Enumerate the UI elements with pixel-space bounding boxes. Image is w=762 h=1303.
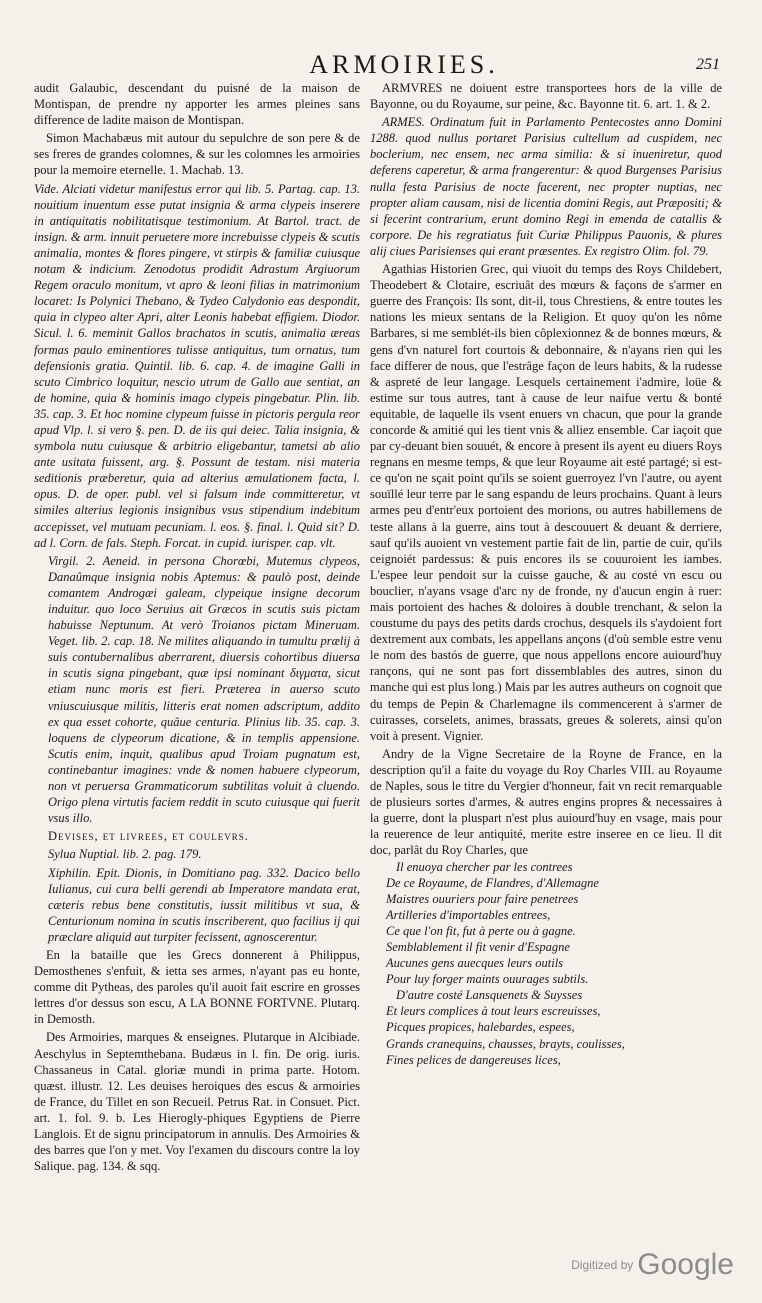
paragraph: Agathias Historien Grec, qui viuoit du temps des Roys Childebert, Theodebert & Clotaire, escriuât des mœurs & façons de s'armer en guerre des François: Ils sont, dit-il, tous Chrestiens, & entre toutes les nations les mieux sentans de la Religion. Et quoy qu'on les nôme Barbares, si me semblét-ils bien côplexionnez & de bonnes mœurs, & gens d'vn naturel fort courtois & debonnaire, & n'ayans rien qui les face differer de nous, que l'estrâge façon de leurs habits, & la rudesse & aspreté de leur langage. Lesquels certainement i'admire, loüe & estime sur tous autres, tant à cause de leur naifue vertu & bonté equitable, de laquelle ils vsent enuers vn chacun, que pour la grande concorde & amitié qui les tient vnis & alliez ensemble. Car iaçoit que par cy-deuant bien souuét, & encore à present ils ayent eu diuers Roys regnans en mesme temps, & que leur Royaume ait esté partagé; si est-ce qu'on ne sçait point qu'ils se soient guerroyez l'vn l'autre, ou ayent souïllé leur terre par le sang espandu de leurs prochains. Quant à leurs armes peu d'entr'eux portoient des morions, ou autres habillemens de teste allans à la guerre, ains tout à descouuert & deuant & derriere, sauf qu'ils auoient vn vestement partie fait de lin, partie de cuir, qu'ils ceignoiét pardessus: & puis encores ils se couuroient les iambes. L'espee leur pendoit sur la cuisse gauche, & au costé vn escu ou bouclier, n'ayans vsage d'arc ny de fronde, ny d'aucun engin à ruer: mais portoient des haches & doloires à double trenchant, & selon la coustume du pays des petits dards crochus, desquels ils s'aydoient fort dextrement aux combats, les appellans ançons (d'où semble estre venu le nom des bastós de guerre, que nous appellons encore auiourd'huy rançons, qui ne sont pas fort dissemblables des autres, sinon du manche qui est plus long.) Mais par les autres autheurs on cognoit que du temps de Pepin & Charlemagne ils commencerent à s'armer de cuirasses, corselets, animes, brassats, greues & solerets, ainsi qu'on voit à present. Vignier. [370, 262, 722, 743]
citation: Sylua Nuptial. lib. 2. pag. 179. [48, 847, 202, 862]
verse-block [386, 859, 722, 1068]
verse-line: Maistres ouuriers pour faire penetrees [386, 891, 579, 906]
verse-line: Semblablement il fit venir d'Espagne [386, 939, 570, 954]
verse-line: Grands cranequins, chausses, brayts, coulisses, [386, 1036, 625, 1051]
right-column [370, 80, 722, 1260]
paragraph: Simon Machabæus mit autour du sepulchre de son pere & de ses freres de grandes colomnes, & sur les colomnes les armoiries pour la memoire eternelle. 1. Machab. 13. [34, 131, 360, 178]
paragraph: En la bataille que les Grecs donnerent à Philippus, Demosthenes s'enfuit, & ietta ses armes, n'ayant pas eu honte, comme dit Pytheas, des paroles qu'il auoit fait escrire en grosses lettres d'or dessus son escu, A LA BONNE FORTVNE. Plutarq. in Demosth. [34, 947, 360, 1027]
left-column [34, 80, 360, 1260]
paragraph: audit Galaubic, descendant du puisné de la maison de Montispan, de prendre ny apporter les armes pleines sans difference de ladite maison de Montispan. [34, 81, 360, 128]
verse-line: D'autre costé Lansquenets & Suysses [396, 988, 583, 1003]
verse-line: Artilleries d'importables entrees, [386, 907, 551, 922]
verse-line: Picques propices, halebardes, espees, [386, 1020, 575, 1035]
paragraph: Andry de la Vigne Secretaire de la Royne de France, en la description qu'il a faite du voyage du Roy Charles VIII. au Royaume de Naples, sous le titre du Vergier d'honneur, fait vn recit remarquable de plusieurs sortes d'armes, & autres engins propres & necessaires à la guerre, dont la pluspart n'est plus auiourd'huy en vsage, mais pour la reuerence de leur antiquité, merite estre inseree en ce lieu. Il dit doc, parlât du Roy Charles, que [370, 746, 722, 858]
latin-note: Vide. Alciati videtur manifestus error qui lib. 5. Partag. cap. 13. nouitium inuentum esse putat insignia & arma clypeis inserere in antiquitatis nobilitatisque testimonium. At Bartol. tract. de insign. & arm. innuit peruetere more increbuisse clypeis & scutis animalia, montes & flores pingere, vt stirpis & familiæ cuiusque notam & indicium. Zenodotus prodidit Adrastum Argiuorum Regem oraculo monitum, vt apro & leoni filias in matrimonium locaret: Is Polynici Thebano, & Tydeo Calydonio eas despondit, quia in clypeo alter Apri, alter Leonis habebat effigiem. Diodor. Sicul. l. 6. meminit Gallos brachatos in scutis, animalia æreas formas paulo eminentiores tulisse antiquitus, tum ornatus, tum defensionis gratia. Quintil. lib. 6. cap. 4. de imagine Galli in scuto Cimbrico loquitur, nescio utrum de Gallo aue sentiat, an de homine, quia & hominis imago clypeis pingebatur. Plin. lib. 35. cap. 3. Et hoc nomine clypeum fuisse in pictoris pergula reor apud Vlp. l. si vero §. pen. D. de iis qui deiec. Talia insignia, & symbola nutu cuiusque & arbitrio eligebantur, tametsi ab alio ante usitata fuissent, arg. §. Possunt de testam. nisi materia seditionis præberetur, quia ad alterius æmulationem facta, l. opus. D. de oper. publ. vel si falsum inde committeretur, vt similes alterius legionis insignibus vsus stipendium indebitum accepisset, vel mutuam pecuniam. l. eos. §. final. l. Quid sit? D. ad l. Corn. de fals. Steph. Forcat. in cupid. iurisper. cap. vlt. [34, 181, 360, 550]
google-logo: Google [637, 1248, 734, 1281]
latin-note: ARMES. Ordinatum fuit in Parlamento Pentecostes anno Domini 1288. quod nullus portaret Parisius cultellum ad cuspidem, nec boclerium, nec ensem, nec arma similia: & si inueniretur, quod deferens caperetur, & arma frangerentur: & quod Burgenses Parisius nulla festa Parisius de nocte facerent, nec propter nuptias, nec propter aliam causam, nisi de licentia domini Regis, aut Præpositi; & si fecerint contrarium, erunt domino Regi in emenda de catallis & corpore. De his regratiatus fuit Curiæ Philippus Pauonis, & plures alij ciues Parisienses qui erant præsentes. Ex registro Olim. fol. 79. [370, 115, 722, 258]
running-head-title: ARMOIRIES. [309, 50, 499, 79]
page-number: 251 [696, 56, 720, 73]
verse-line: Et leurs complices à tout leurs escreuisses, [386, 1004, 601, 1019]
latin-note: Xiphilin. Epit. Dionis, in Domitiano pag. 332. Dacico bello Iulianus, cui cura belli gerendi ab Imperatore mandata erat, cæteris rebus bene constitutis, iussit militibus vt sua, & Centurionum nomina in scutis inscriberent, quo facilius ij qui præclare aliquid aut turpiter fecissent, agnoscerentur. [48, 865, 360, 944]
verse-line: Il enuoya chercher par les contrees [396, 859, 573, 874]
verse-line: De ce Royaume, de Flandres, d'Allemagne [386, 875, 599, 890]
verse-line: Ce que l'on fit, fut à perte ou à gagne. [386, 923, 576, 938]
digitization-watermark [514, 1248, 734, 1288]
latin-note: Virgil. 2. Aeneid. in persona Chorœbi, Mutemus clypeos, Danaûmque insignia nobis Aptemus: & paulò post, deinde comantem Androgæi galeam, clypeique insigne decorum induitur. quo loco Seruius ait Græcos in scutis suis pictam habuisse Neptunum. At verò Troianos pictam Mineruam. Veget. lib. 2. cap. 18. Ne milites aliquando in tumultu prælij à suis contubernalibus aberrarent, diuersis cohortibus diuersa in scutis signa pingebant, quæ ipsi nominant διγματα, sicut etiam nunc moris est fieri. Præterea in auerso scuto vniuscuiusque militis, litteris erat nomen adscriptum, addito ex qua esset cohorte, quâue centuria. Plinius lib. 35. cap. 3. loquens de clypeorum dicatione, & in templis appensione. Scutis enim, inquit, qualibus apud Troiam pugnatum est, continebantur imagines: vnde & nomen habuere clypeorum, non vt peruersa Grammaticorum subtilitas voluit à cluendo. Origo plena virtutis faciem reddit in scuto cuiusque qui fuerit vsus illo. [48, 553, 360, 826]
verse-line: Pour luy forger maints ouurages subtils. [386, 972, 589, 987]
watermark-prefix: Digitized by [571, 1258, 634, 1272]
paragraph: ARMVRES ne doiuent estre transportees hors de la ville de Bayonne, ou du Royaume, sur peine, &c. Bayonne tit. 6. art. 1. & 2. [370, 81, 722, 112]
paragraph: Des Armoiries, marques & enseignes. Plutarque in Alcibiade. Aeschylus in Septemthebana. Budæus in l. fin. De orig. iuris. Chassaneus in Catal. gloriæ mundi in prima parte. Hotom. quæst. illustr. 12. Les deuises heroiques des escus & armoiries de France, du Tillet en son Recueil. Petrus Rat. in Consuet. Pict. art. 1. fol. 9. b. Les Hierogly-phiques Egyptiens de Pierre Langlois. Et de signu principatorum in annulis. Des Armoiries & des barres que l'on y met. Voy l'examen du discours contre la loy Salique. pag. 134. & sqq. [34, 1030, 360, 1174]
section-heading: Devises, et livrees, et coulevrs. [48, 829, 249, 844]
verse-line: Fines pelices de dangereuses lices, [386, 1052, 561, 1067]
verse-line: Aucunes gens auecques leurs outils [386, 956, 564, 971]
